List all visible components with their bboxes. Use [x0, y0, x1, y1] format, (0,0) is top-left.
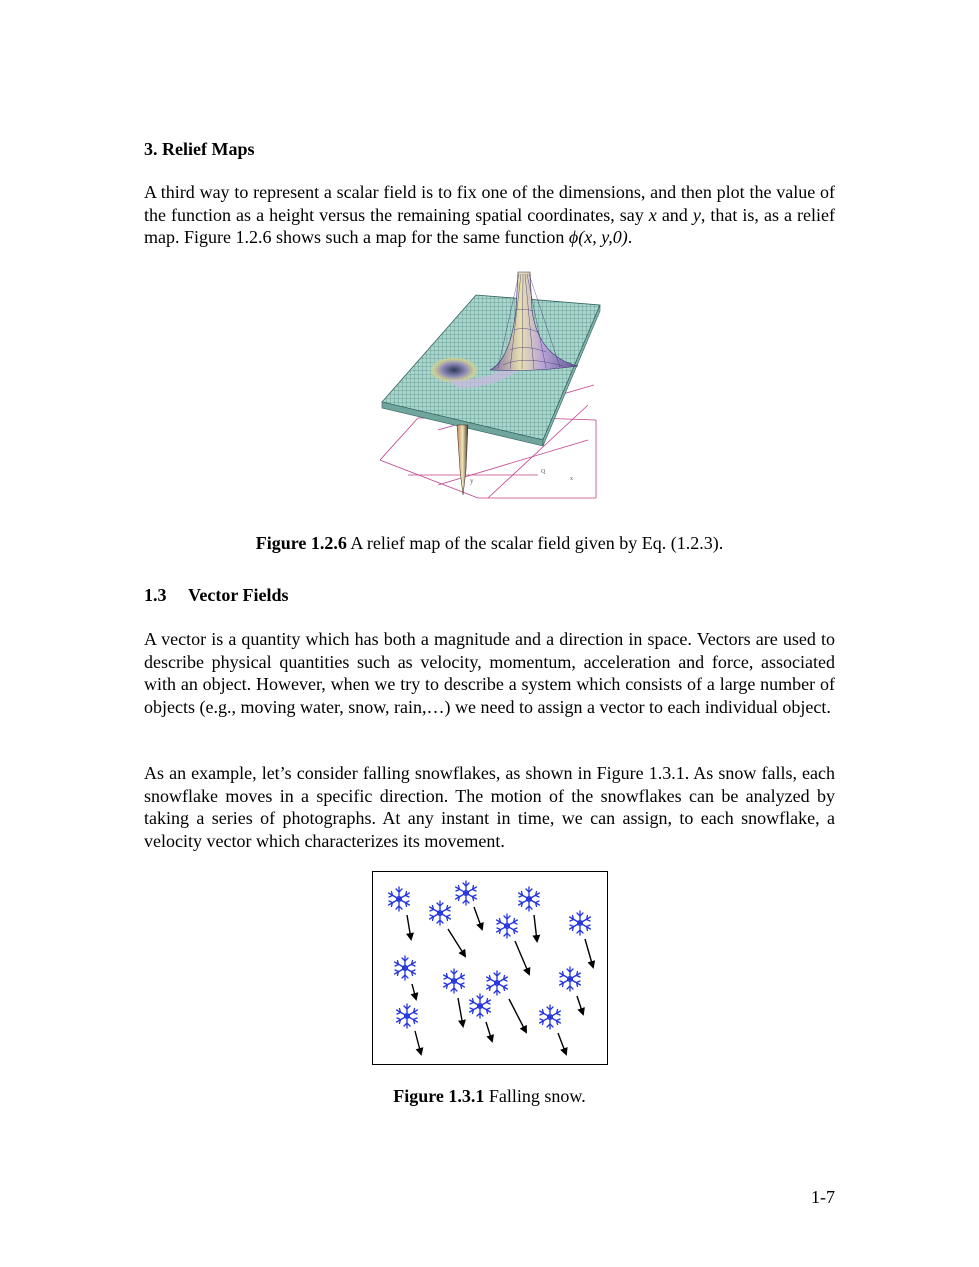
caption-text: Falling snow.	[484, 1086, 586, 1106]
axis-label-q: Q	[541, 469, 546, 475]
relief-maps-paragraph	[144, 181, 835, 249]
relief-text-1: A third way to represent a scalar field is to fix one of the dimensions, and then plot the value of the function as a height versus the remaining spatial coordinates, say	[144, 182, 835, 225]
page-number: 1-7	[811, 1187, 835, 1207]
figure-1-2-6-caption	[0, 533, 979, 554]
figure-1-3-1-caption	[0, 1086, 979, 1107]
relief-text-3: .	[627, 227, 633, 247]
caption-label: Figure 1.2.6	[255, 533, 347, 553]
caption-text: A relief map of the scalar field given by Eq. (1.2.3).	[346, 533, 724, 553]
relief-text-2: , that is, as a relief map. Figure 1.2.6 shows such a map for the same function	[144, 204, 835, 247]
falling-snow-figure	[372, 871, 608, 1065]
section-number: 1.3	[144, 585, 167, 605]
function-expression: ϕ(x, y,0)	[568, 227, 628, 247]
falling-snow-illustration	[372, 871, 608, 1065]
and-text: and	[656, 204, 693, 225]
var-x: x	[648, 204, 657, 225]
relief-map-figure	[378, 270, 604, 504]
section-heading-vector-fields	[144, 585, 289, 606]
relief-map-plot	[378, 270, 604, 504]
axis-label-y: y	[470, 477, 474, 485]
var-y: y	[692, 204, 701, 225]
vector-paragraph-1: A vector is a quantity which has both a magnitude and a direction in space. Vectors are used to describe physical quantities such as velocity, momentum, acceleration and force, associated with an object. However, when we try to describe a system which consists of a large number of objects (e.g., moving water, snow, rain,…) we need to assign a vector to each individual object.	[144, 629, 835, 717]
axis-label-x: x	[570, 476, 573, 482]
section-heading-relief-maps: 3. Relief Maps	[144, 139, 255, 159]
section-title: Vector Fields	[188, 585, 289, 605]
caption-label: Figure 1.3.1	[393, 1086, 485, 1106]
vector-paragraph-2: As an example, let’s consider falling snowflakes, as shown in Figure 1.3.1. As snow falls, each snowflake moves in a specific direction. The motion of the snowflakes can be analyzed by taking a series of photographs. At any instant in time, we can assign, to each snowflake, a velocity vector which characterizes its movement.	[144, 763, 835, 851]
surface-spike	[457, 425, 468, 495]
